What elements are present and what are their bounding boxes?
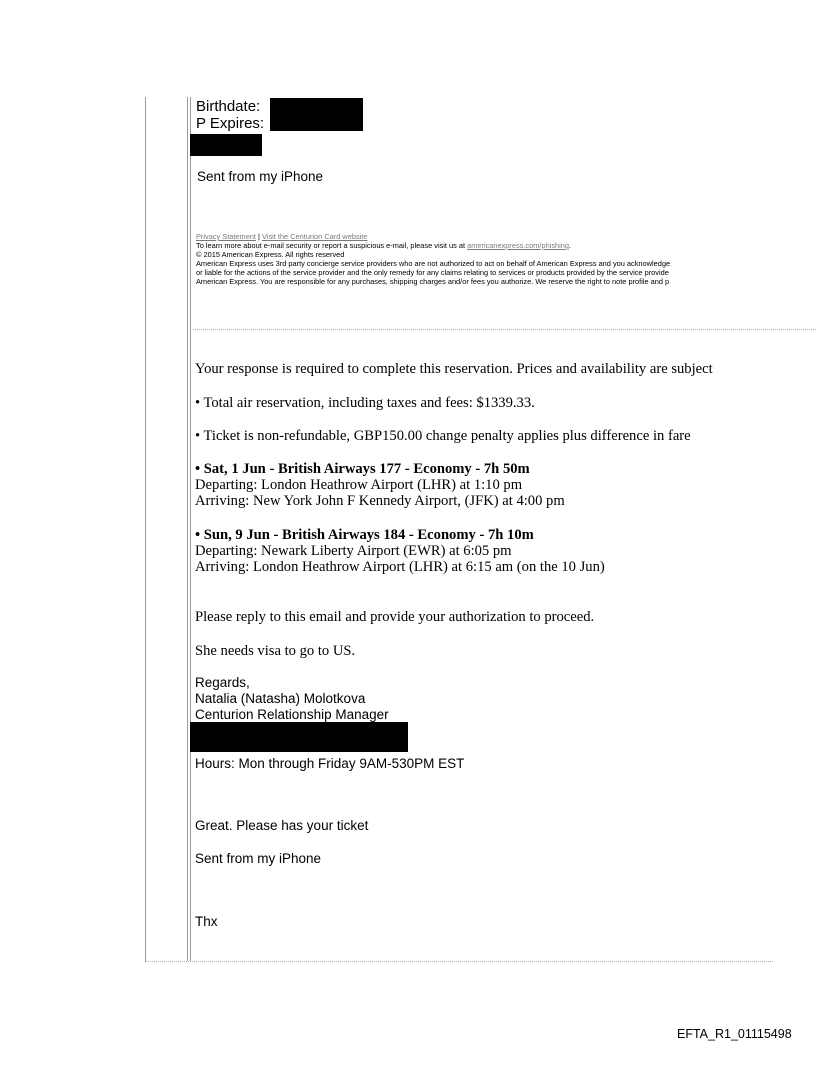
security-end: . (568, 241, 572, 250)
flight-2-departing: Departing: Newark Liberty Airport (EWR) at 6:05 pm (195, 543, 512, 559)
bottom-divider (145, 961, 773, 962)
thx-message: Thx (195, 914, 218, 929)
birthdate-label: Birthdate: (196, 98, 261, 115)
redaction-block-1 (190, 134, 262, 156)
quote-border-outer (145, 97, 146, 961)
visa-note: She needs visa to go to US. (195, 643, 356, 659)
reservation-intro: Your response is required to complete this reservation. Prices and availability are subject (195, 361, 713, 377)
flight-1-departing: Departing: London Heathrow Airport (LHR) at 1:10 pm (195, 477, 523, 493)
footer-links (196, 232, 367, 241)
expires-label: P Expires: (196, 115, 265, 132)
link-separator: | (255, 232, 263, 241)
copyright-text: © 2015 American Express. All rights reserved (196, 250, 345, 259)
quote-border-inner (187, 97, 188, 961)
flight-2-arriving: Arriving: London Heathrow Airport (LHR) at 6:15 am (on the 10 Jun) (195, 559, 605, 575)
signature-hours: Hours: Mon through Friday 9AM-530PM EST (195, 756, 465, 771)
bullet-total-fare: • Total air reservation, including taxes and fees: $1339.33. (195, 395, 535, 411)
reply-request: Please reply to this email and provide your authorization to proceed. (195, 609, 595, 625)
disclaimer-line-2: or liable for the actions of the service provider and the only remedy for any claims relating to services or products provided by the service provide (196, 268, 669, 277)
footer-divider (193, 329, 816, 330)
phishing-link[interactable]: americanexpress.com/phishing (467, 241, 569, 250)
security-notice (196, 241, 571, 250)
disclaimer-line-3: American Express. You are responsible for any purchases, shipping charges and/or fees you authorize. We reserve the right to note profile and p (196, 277, 670, 286)
flight-1-heading: • Sat, 1 Jun - British Airways 177 - Economy - 7h 50m (195, 461, 530, 477)
reply-message: Great. Please has your ticket (195, 818, 369, 833)
signature-regards: Regards, (195, 675, 250, 690)
document-id: EFTA_R1_01115498 (677, 1027, 792, 1041)
sent-from-iphone-2: Sent from my iPhone (195, 851, 322, 866)
redaction-expires (270, 114, 363, 131)
signature-title: Centurion Relationship Manager (195, 707, 389, 722)
flight-1-arriving: Arriving: New York John F Kennedy Airport, (JFK) at 4:00 pm (195, 493, 565, 509)
centurion-website-link[interactable]: Visit the Centurion Card website (262, 232, 368, 241)
bullet-ticket-terms: • Ticket is non-refundable, GBP150.00 change penalty applies plus difference in fare (195, 428, 691, 444)
sent-from-iphone-1: Sent from my iPhone (197, 169, 324, 184)
disclaimer-line-1: American Express uses 3rd party concierge service providers who are not authorized to act on behalf of American Express and you acknowledge (196, 259, 671, 268)
privacy-statement-link[interactable]: Privacy Statement (196, 232, 256, 241)
redaction-contact (190, 722, 408, 752)
redaction-birthdate (270, 98, 363, 114)
quote-border-inner-2 (190, 97, 191, 961)
flight-2-heading: • Sun, 9 Jun - British Airways 184 - Economy - 7h 10m (195, 527, 534, 543)
security-text: To learn more about e-mail security or report a suspicious e-mail, please visit us at (196, 241, 468, 250)
signature-name: Natalia (Natasha) Molotkova (195, 691, 366, 706)
